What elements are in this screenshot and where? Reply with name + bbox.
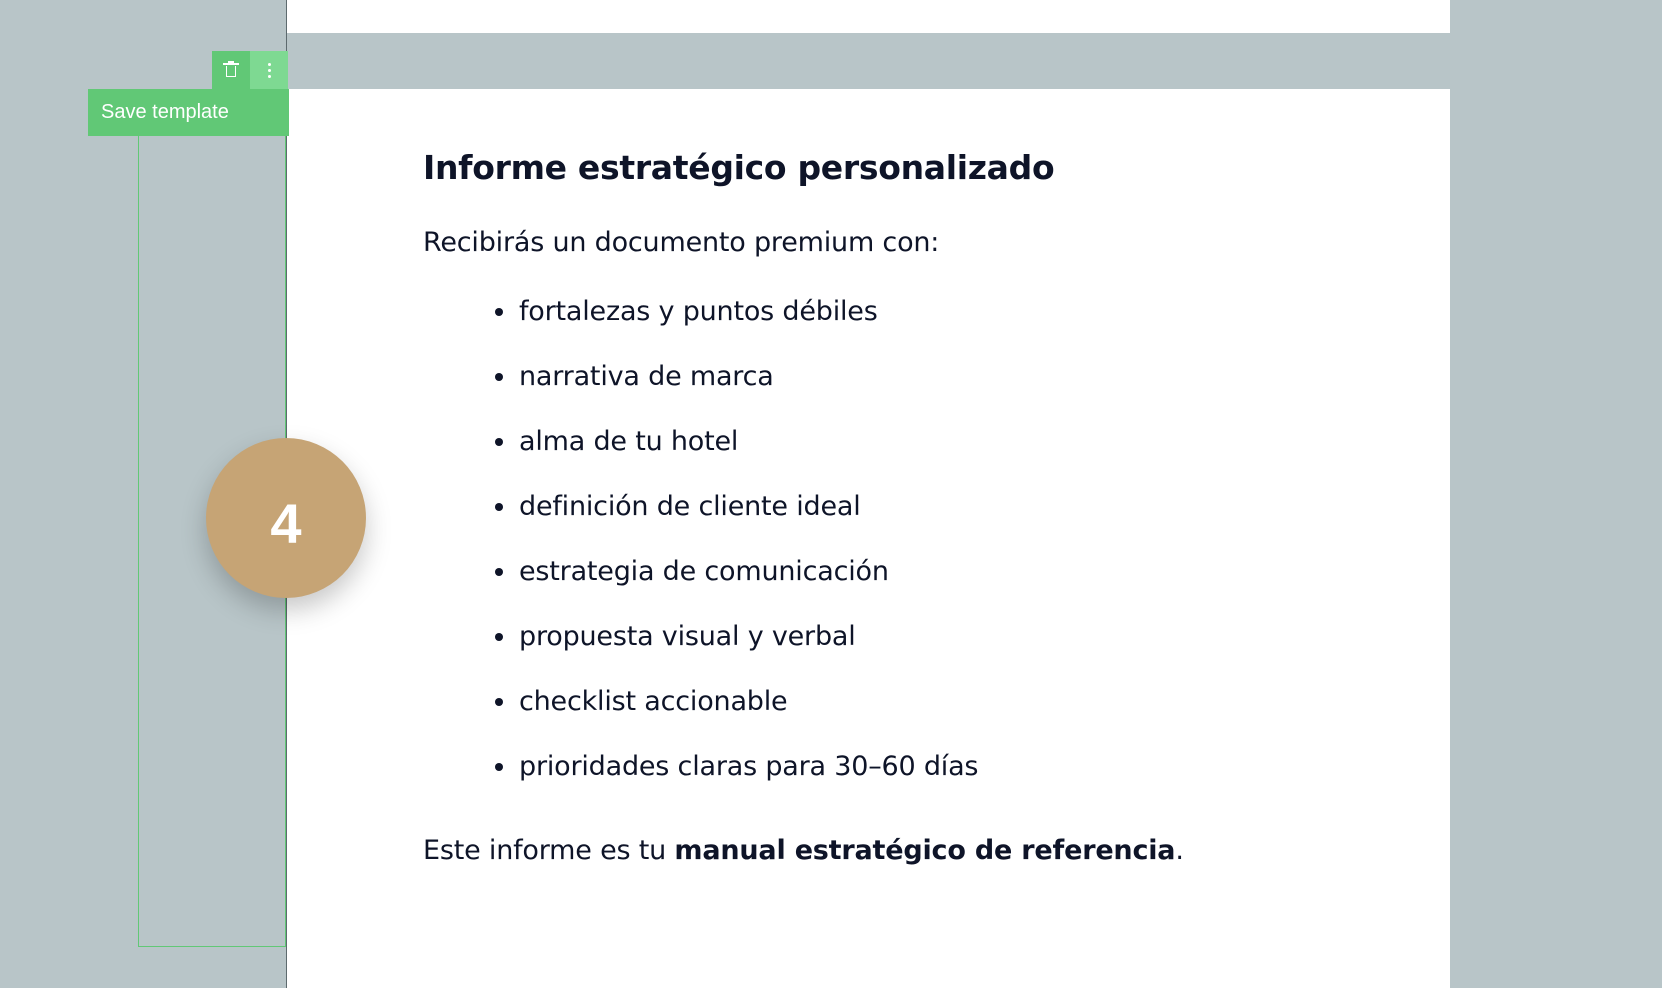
list-item: propuesta visual y verbal [423, 604, 1383, 669]
section-intro: Recibirás un documento premium con: [423, 227, 940, 258]
list-item: definición de cliente ideal [423, 474, 1383, 539]
outro-suffix: . [1175, 835, 1184, 866]
trash-icon [225, 62, 237, 78]
element-toolbar [212, 51, 288, 89]
list-item: checklist accionable [423, 669, 1383, 734]
list-item: alma de tu hotel [423, 409, 1383, 474]
list-item: prioridades claras para 30–60 días [423, 734, 1383, 799]
feature-list [423, 279, 1383, 799]
delete-button[interactable] [212, 51, 250, 89]
save-template-button[interactable]: Save template [88, 89, 289, 136]
more-vertical-icon [268, 63, 271, 78]
list-item: fortalezas y puntos débiles [423, 279, 1383, 344]
more-options-button[interactable] [250, 51, 288, 89]
section-title: Informe estratégico personalizado [423, 148, 1055, 187]
outro-prefix: Este informe es tu [423, 835, 675, 866]
section-content [423, 140, 1383, 881]
step-number-badge: 4 [206, 438, 366, 598]
outro-emphasis: manual estratégico de referencia [674, 835, 1176, 866]
previous-section-card [287, 0, 1450, 33]
list-item: narrativa de marca [423, 344, 1383, 409]
list-item: estrategia de comunicación [423, 539, 1383, 604]
section-outro [423, 821, 1383, 881]
